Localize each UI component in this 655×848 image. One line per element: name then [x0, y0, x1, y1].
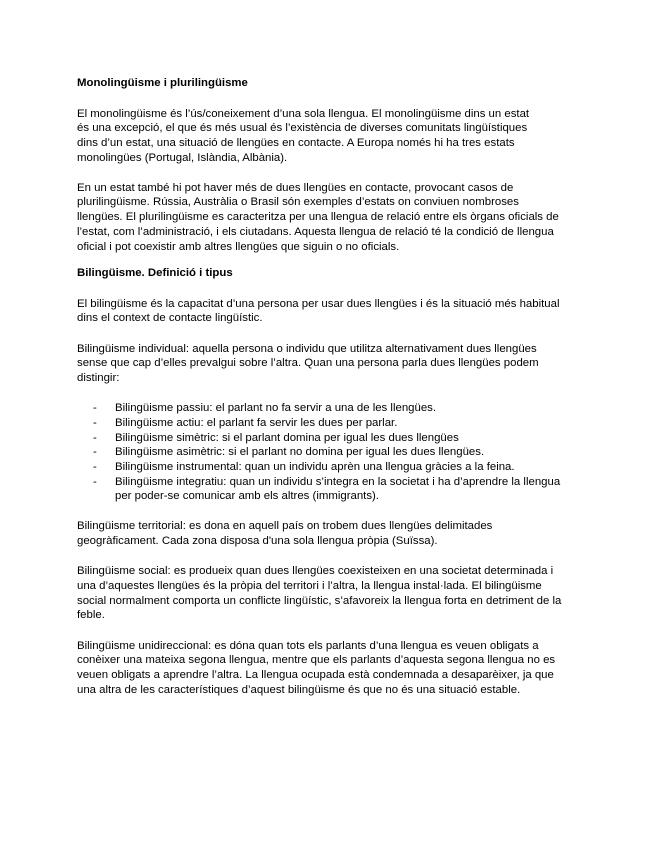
paragraph-bilinguisme-unidireccional: [77, 639, 579, 698]
text-line: conèixer una mateixa segona llengua, mentre que els parlants d’aquesta segona llengua no es: [77, 654, 556, 667]
document-page: [77, 76, 579, 697]
text-line: sense que cap d’elles prevalgui sobre l’altra. Quan una persona parla dues llengües podem: [77, 357, 539, 370]
list-dash: -: [93, 460, 97, 473]
list-item: [77, 475, 579, 490]
list-item: [77, 416, 579, 431]
text-line: geogràficament. Cada zona disposa d'una sola llengua pròpia (Suïssa).: [77, 535, 438, 548]
text-line: una altra de les característiques d’aquest bilingüisme és que no és una situació estable.: [77, 683, 521, 696]
text-line: dins d’un estat, una situació de llengües en contacte. A Europa només hi ha tres estats: [77, 136, 515, 149]
paragraph-bilinguisme-social: [77, 564, 579, 623]
list-dash: -: [93, 446, 97, 459]
text-line: social normalment comporta un conflicte lingüístic, s’afavoreix la llengua forta en detriment de la: [77, 594, 562, 607]
paragraph-bilinguisme-territorial: [77, 519, 579, 548]
section-heading-bilinguisme: Bilingüisme. Definició i tipus: [77, 267, 233, 280]
text-line: Bilingüisme individual: aquella persona o individu que utilitza alternativament dues llengües: [77, 342, 537, 355]
list-dash: -: [93, 402, 97, 415]
text-line: és una excepció, el que és més usual és l’existència de diverses comunitats lingüístiques: [77, 122, 528, 135]
list-item: [77, 431, 579, 446]
list-dash: -: [93, 431, 97, 444]
list-item-text: Bilingüisme passiu: el parlant no fa servir a una de les llengües.: [115, 402, 437, 415]
text-line: Bilingüisme territorial: es dona en aquell país on trobem dues llengües delimitades: [77, 520, 493, 533]
paragraph-bilinguisme-definicio: [77, 297, 579, 326]
text-line: El bilingüisme és la capacitat d’una persona per usar dues llengües i és la situació més habitual: [77, 297, 560, 310]
text-line: l’estat, com l’administració, i els ciutadans. Aquesta llengua de relació té la condició de llengua: [77, 225, 554, 238]
text-line: veuen obligats a aprendre l’altra. La llengua ocupada està condemnada a desaparèixer, ja que: [77, 668, 554, 681]
list-item-text: Bilingüisme asimètric: si el parlant no domina per igual les dues llengües.: [115, 446, 485, 459]
paragraph-monolinguisme: [77, 107, 579, 166]
bilinguisme-types-list: [77, 401, 579, 504]
list-item-continuation: per poder-se comunicar amb els altres (immigrants).: [115, 490, 379, 503]
paragraph-plurilinguisme: [77, 181, 579, 254]
text-line: llengües. El plurilingüisme es caracteritza per una llengua de relació entre els òrgans oficials de: [77, 211, 559, 224]
text-line: Bilingüisme unidireccional: es dóna quan tots els parlants d’una llengua es veuen obligats a: [77, 639, 539, 652]
text-line: plurilingüisme. Rússia, Austràlia o Brasil són exemples d’estats on conviuen nombroses: [77, 196, 519, 209]
text-line: monolingües (Portugal, Islàndia, Albània).: [77, 151, 288, 164]
text-line: Bilingüisme social: es produeix quan dues llengües coexisteixen en una societat determinada i: [77, 565, 554, 578]
text-line: feble.: [77, 609, 105, 622]
text-line: El monolingüisme és l’ús/coneixement d’una sola llengua. El monolingüisme dins un estat: [77, 107, 530, 120]
list-dash: -: [93, 475, 97, 488]
text-line: En un estat també hi pot haver més de dues llengües en contacte, provocant casos de: [77, 181, 514, 194]
section-heading-monolinguisme: Monolingüisme i plurilingüisme: [77, 77, 248, 89]
list-item-text: Bilingüisme simètric: si el parlant domina per igual les dues llengües: [115, 431, 459, 444]
list-item-text: Bilingüisme instrumental: quan un individu aprèn una llengua gràcies a la feina.: [115, 460, 515, 473]
paragraph-bilinguisme-individual: [77, 342, 579, 386]
text-line: dins el context de contacte lingüístic.: [77, 312, 263, 325]
list-item: [77, 445, 579, 460]
list-item-text: Bilingüisme actiu: el parlant fa servir les dues per parlar.: [115, 416, 398, 429]
text-line: una d’aquestes llengües és la pròpia del territori i l’altra, la llengua instal·lada. El bilingüisme: [77, 580, 542, 592]
text-line: oficial i pot coexistir amb altres llengües que siguin o no oficials.: [77, 240, 400, 253]
list-item: [77, 401, 579, 416]
list-item-text: Bilingüisme integratiu: quan un individu s’integra en la societat i ha d’aprendre la llengua: [115, 475, 561, 488]
list-item: [77, 460, 579, 475]
list-dash: -: [93, 416, 97, 429]
text-line: distingir:: [77, 371, 120, 384]
